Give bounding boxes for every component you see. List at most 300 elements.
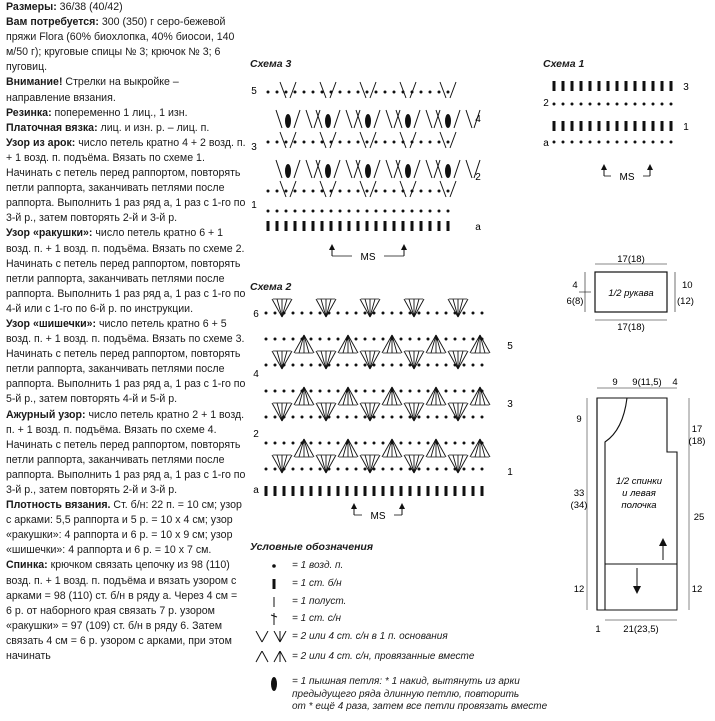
chain-dot bbox=[375, 190, 378, 193]
chain-dot bbox=[634, 141, 637, 144]
chain-dot bbox=[400, 468, 403, 471]
puff-stitch bbox=[365, 164, 371, 178]
body-bottom-1: 1 bbox=[595, 624, 601, 635]
sc-mark bbox=[337, 486, 340, 496]
stitch-line bbox=[276, 160, 282, 178]
chain-dot bbox=[319, 390, 322, 393]
sc-mark bbox=[643, 121, 646, 131]
sc-mark bbox=[571, 81, 574, 91]
sc-mark bbox=[427, 486, 430, 496]
stitch-line bbox=[330, 82, 336, 98]
chain-dot bbox=[427, 312, 430, 315]
sc-mark bbox=[265, 486, 268, 496]
chain-dot bbox=[400, 416, 403, 419]
stitch-line bbox=[343, 439, 348, 457]
row-label: а bbox=[543, 138, 549, 149]
instruction-text: лиц. и изн. р. – лиц. п. bbox=[97, 121, 210, 134]
chain-dot bbox=[337, 312, 340, 315]
stitch-line bbox=[277, 403, 282, 421]
chain-dot bbox=[283, 338, 286, 341]
sleeve-left-top: 4 bbox=[572, 280, 578, 291]
chain-dot bbox=[355, 442, 358, 445]
body-bottom-21: 21(23,5) bbox=[623, 624, 659, 635]
chain-dot bbox=[580, 103, 583, 106]
chain-dot bbox=[393, 210, 396, 213]
chain-dot bbox=[661, 103, 664, 106]
ms-arrow bbox=[647, 164, 653, 170]
body-right-25: 25 bbox=[693, 512, 705, 523]
instruction-heading: Вам потребуется: bbox=[6, 16, 99, 29]
chain-dot bbox=[445, 364, 448, 367]
chain-dot bbox=[438, 91, 441, 94]
chain-dot bbox=[364, 364, 367, 367]
stitch-line bbox=[458, 351, 468, 369]
puff-stitch bbox=[445, 114, 451, 128]
row-label: 1 bbox=[683, 122, 689, 133]
chain-dot bbox=[445, 416, 448, 419]
chain-dot bbox=[562, 103, 565, 106]
sc-mark bbox=[607, 81, 610, 91]
chain-dot bbox=[285, 91, 288, 94]
chain-dot bbox=[382, 468, 385, 471]
stitch-line bbox=[316, 455, 326, 473]
chain-dot bbox=[339, 210, 342, 213]
chain-dot bbox=[598, 103, 601, 106]
chain-dot bbox=[285, 141, 288, 144]
sc-mark bbox=[447, 221, 450, 231]
chain-dot bbox=[429, 141, 432, 144]
chain-dot bbox=[400, 442, 403, 445]
chain-dot bbox=[436, 312, 439, 315]
chain-dot bbox=[382, 312, 385, 315]
chain-dot bbox=[364, 416, 367, 419]
chain-dot bbox=[391, 364, 394, 367]
chain-dot bbox=[364, 442, 367, 445]
stitch-line bbox=[304, 335, 314, 353]
stitch-line bbox=[458, 351, 463, 369]
stitch-line bbox=[454, 160, 460, 178]
chain-dot bbox=[447, 141, 450, 144]
stitch-line bbox=[475, 439, 480, 457]
stitch-line bbox=[448, 299, 458, 317]
chain-dot bbox=[562, 141, 565, 144]
chain-dot bbox=[375, 210, 378, 213]
sc-mark bbox=[661, 121, 664, 131]
sc-mark bbox=[472, 486, 475, 496]
stitch-line bbox=[321, 403, 326, 421]
ms-label: MS bbox=[360, 252, 376, 263]
sleeve-bottom-dim: 17(18) bbox=[617, 322, 645, 333]
chain-dot bbox=[375, 91, 378, 94]
instruction-paragraph bbox=[6, 75, 246, 105]
stitch-line bbox=[290, 181, 296, 197]
chain-dot bbox=[382, 338, 385, 341]
instruction-text: 300 (350) г серо-бежевой пряжи Flora (60% биохлопка, 40% биосои, 140 м/50 г); круговые спицы № 3; крючок № 3; 6 пуговиц. bbox=[6, 16, 235, 74]
sc-mark bbox=[382, 486, 385, 496]
chain-dot bbox=[339, 91, 342, 94]
stitch-line bbox=[306, 160, 312, 178]
chain-dot bbox=[420, 141, 423, 144]
chain-dot bbox=[355, 364, 358, 367]
stitch-line bbox=[404, 351, 414, 369]
sc-mark bbox=[580, 121, 583, 131]
chain-dot bbox=[481, 312, 484, 315]
chain-dot bbox=[661, 141, 664, 144]
stitch-line bbox=[294, 110, 300, 128]
stitch-line bbox=[348, 439, 353, 457]
chain-dot bbox=[391, 416, 394, 419]
chain-dot bbox=[427, 390, 430, 393]
chain-dot bbox=[373, 338, 376, 341]
sc-mark bbox=[670, 81, 673, 91]
instruction-paragraph bbox=[6, 15, 246, 75]
chain-dot bbox=[337, 468, 340, 471]
stitch-line bbox=[480, 387, 490, 405]
stitch-line bbox=[431, 387, 436, 405]
chain-dot bbox=[274, 312, 277, 315]
stitch-line bbox=[466, 160, 472, 178]
sc-mark bbox=[292, 486, 295, 496]
chain-dot bbox=[454, 442, 457, 445]
stitch-line bbox=[294, 160, 300, 178]
chain-dot bbox=[328, 338, 331, 341]
stitch-line bbox=[436, 335, 446, 353]
chain-dot bbox=[420, 190, 423, 193]
chain-dot bbox=[589, 141, 592, 144]
sc-mark bbox=[607, 121, 610, 131]
stitch-line bbox=[280, 132, 286, 148]
instruction-text: число петель кратно 6 + 5 возд. п. + 1 возд. п. подъёма. Вязать по схеме 3. Начинать с петель перед раппортом, повторять петли раппорта, заканчивать петлями после раппорта. Выполнить 1 раз ряд а, 1 раз с 1-го по 5-й р., затем повторять 4-й и 5-й р. bbox=[6, 317, 246, 406]
sc-mark bbox=[364, 486, 367, 496]
chain-dot bbox=[312, 141, 315, 144]
chain-dot bbox=[393, 91, 396, 94]
stitch-line bbox=[360, 82, 366, 98]
chain-dot bbox=[384, 141, 387, 144]
row-label: 4 bbox=[253, 369, 259, 380]
stitch-line bbox=[400, 181, 406, 197]
stitch-line bbox=[277, 351, 282, 369]
stitch-line bbox=[475, 335, 480, 353]
chain-dot bbox=[366, 190, 369, 193]
chain-dot bbox=[265, 442, 268, 445]
chain-dot bbox=[445, 312, 448, 315]
chain-dot bbox=[366, 210, 369, 213]
sc-mark bbox=[409, 486, 412, 496]
chain-dot bbox=[463, 442, 466, 445]
chain-dot bbox=[294, 91, 297, 94]
sc-mark bbox=[589, 121, 592, 131]
sc-mark bbox=[366, 221, 369, 231]
stitch-line bbox=[426, 110, 432, 128]
stitch-line bbox=[387, 335, 392, 353]
stitch-line bbox=[458, 299, 463, 317]
stitch-line bbox=[280, 181, 286, 197]
sc-mark bbox=[420, 221, 423, 231]
chain-dot bbox=[411, 210, 414, 213]
stitch-line bbox=[282, 351, 292, 369]
stitch-line bbox=[282, 455, 292, 473]
instruction-paragraph bbox=[6, 121, 246, 136]
ms-arrow bbox=[601, 164, 607, 170]
sc-mark bbox=[267, 221, 270, 231]
chain-dot bbox=[427, 338, 430, 341]
sc-mark bbox=[321, 221, 324, 231]
chain-dot bbox=[312, 91, 315, 94]
legend-symbol-icon bbox=[252, 631, 292, 643]
sc-mark bbox=[598, 121, 601, 131]
stitch-line bbox=[306, 110, 312, 128]
stitch-line bbox=[470, 335, 480, 353]
ms-label: MS bbox=[370, 511, 386, 522]
chain-dot bbox=[391, 312, 394, 315]
stitch-line bbox=[320, 82, 326, 98]
legend-item bbox=[252, 560, 343, 573]
instruction-paragraph bbox=[6, 408, 246, 499]
chain-dot bbox=[384, 91, 387, 94]
chain-dot bbox=[310, 390, 313, 393]
chain-dot bbox=[294, 190, 297, 193]
puff-stitch bbox=[445, 164, 451, 178]
sc-mark bbox=[303, 221, 306, 231]
chain-dot bbox=[366, 141, 369, 144]
instruction-heading: Резинка: bbox=[6, 106, 52, 119]
stitch-line bbox=[277, 455, 282, 473]
puff-stitch bbox=[405, 164, 411, 178]
chain-dot bbox=[364, 312, 367, 315]
stitch-line bbox=[316, 403, 326, 421]
chain-dot bbox=[393, 141, 396, 144]
row-label: 2 bbox=[253, 429, 259, 440]
chain-dot bbox=[310, 442, 313, 445]
chain-dot bbox=[409, 338, 412, 341]
chain-dot bbox=[285, 190, 288, 193]
chain-dot bbox=[553, 141, 556, 144]
chain-dot bbox=[346, 416, 349, 419]
sc-mark bbox=[553, 121, 556, 131]
sc-mark bbox=[571, 121, 574, 131]
chain-dot bbox=[598, 141, 601, 144]
sc-mark bbox=[339, 221, 342, 231]
chain-dot bbox=[463, 416, 466, 419]
instruction-paragraph bbox=[6, 558, 246, 664]
body-top-a: 9 bbox=[612, 377, 618, 388]
chain-dot bbox=[454, 390, 457, 393]
chain-dot bbox=[301, 312, 304, 315]
sc-mark bbox=[328, 486, 331, 496]
instruction-paragraph bbox=[6, 0, 246, 15]
chain-dot bbox=[319, 364, 322, 367]
legend-symbol-icon bbox=[252, 560, 292, 572]
chain-dot bbox=[319, 416, 322, 419]
row-label: а bbox=[475, 222, 481, 233]
schema2-title: Схема 2 bbox=[250, 281, 292, 293]
chain-dot bbox=[373, 442, 376, 445]
chain-dot bbox=[472, 442, 475, 445]
sc-mark bbox=[400, 486, 403, 496]
chain-dot bbox=[301, 468, 304, 471]
stitch-line bbox=[404, 299, 414, 317]
chain-dot bbox=[267, 210, 270, 213]
chain-dot bbox=[357, 91, 360, 94]
sleeve-top-dim: 17(18) bbox=[617, 254, 645, 265]
chain-dot bbox=[337, 390, 340, 393]
chain-dot bbox=[337, 416, 340, 419]
chain-dot bbox=[472, 468, 475, 471]
instruction-text: попеременно 1 лиц., 1 изн. bbox=[51, 106, 188, 119]
stitch-line bbox=[343, 387, 348, 405]
stitch-line bbox=[440, 132, 446, 148]
stitch-line bbox=[470, 439, 480, 457]
chain-dot bbox=[292, 390, 295, 393]
stitch-line bbox=[326, 455, 336, 473]
chain-dot bbox=[418, 390, 421, 393]
row-label: 2 bbox=[475, 172, 481, 183]
stitch-line bbox=[436, 439, 441, 457]
chain-dot bbox=[382, 390, 385, 393]
stitch-line bbox=[436, 387, 446, 405]
stitch-line bbox=[370, 455, 380, 473]
stitch-line bbox=[431, 439, 436, 457]
chain-dot bbox=[337, 338, 340, 341]
stitch-line bbox=[387, 439, 392, 457]
stitch-line bbox=[290, 82, 296, 98]
instruction-paragraph bbox=[6, 226, 246, 317]
chain-dot bbox=[348, 210, 351, 213]
stitch-line bbox=[294, 439, 304, 457]
stitch-line bbox=[326, 299, 336, 317]
stitch-line bbox=[290, 132, 296, 148]
stitch-line bbox=[320, 132, 326, 148]
sleeve-left-bottom: 6(8) bbox=[566, 296, 584, 307]
chain-dot bbox=[265, 338, 268, 341]
stitch-line bbox=[348, 335, 353, 353]
chain-dot bbox=[348, 141, 351, 144]
chain-dot bbox=[382, 416, 385, 419]
stitch-line bbox=[414, 110, 420, 128]
stitch-line bbox=[448, 403, 458, 421]
chain-dot bbox=[267, 190, 270, 193]
chain-dot bbox=[267, 91, 270, 94]
chain-dot bbox=[391, 468, 394, 471]
chain-dot bbox=[427, 442, 430, 445]
chain-dot bbox=[652, 103, 655, 106]
sc-mark bbox=[481, 486, 484, 496]
chain-dot bbox=[402, 210, 405, 213]
stitch-line bbox=[365, 299, 370, 317]
stitch-line bbox=[450, 132, 456, 148]
instruction-text: Стрелки на выкройке – направление вязания. bbox=[6, 76, 179, 104]
legend-text: = 2 или 4 ст. с/н, провязанные вместе bbox=[292, 651, 475, 662]
stitch-line bbox=[326, 351, 336, 369]
chain-dot bbox=[625, 141, 628, 144]
sc-mark bbox=[562, 81, 565, 91]
stitch-line bbox=[374, 160, 380, 178]
stitch-line bbox=[272, 299, 282, 317]
stitch-line bbox=[304, 335, 309, 353]
sc-mark bbox=[373, 486, 376, 496]
puff-stitch bbox=[285, 164, 291, 178]
chain-dot bbox=[267, 141, 270, 144]
chain-dot bbox=[303, 141, 306, 144]
chain-dot bbox=[418, 468, 421, 471]
chain-dot bbox=[303, 190, 306, 193]
sc-mark bbox=[301, 486, 304, 496]
instruction-text: число петель кратно 4 + 2 возд. п. + 1 возд. п. подъёма. Вязать по схеме 1. Начинать с петель перед раппортом, повторять петли раппорта, заканчивать петлями после раппорта. Выполнить 1 раз ряд а, 1 раз с 1-го по 3-й р., затем повторять 2-й и 3-й р. bbox=[6, 136, 246, 225]
stitch-line bbox=[316, 351, 326, 369]
sc-mark bbox=[402, 221, 405, 231]
stitch-line bbox=[320, 181, 326, 197]
instruction-heading: Ажурный узор: bbox=[6, 408, 86, 421]
stitch-line bbox=[426, 160, 432, 178]
sc-mark bbox=[616, 121, 619, 131]
chain-dot bbox=[330, 210, 333, 213]
stitch-line bbox=[272, 351, 282, 369]
chain-dot bbox=[481, 364, 484, 367]
sc-mark bbox=[580, 81, 583, 91]
puff-stitch bbox=[325, 164, 331, 178]
legend-symbol-icon bbox=[252, 651, 292, 663]
chain-dot bbox=[472, 338, 475, 341]
stitch-line bbox=[330, 181, 336, 197]
stitch-line bbox=[392, 439, 397, 457]
sc-mark bbox=[375, 221, 378, 231]
chain-dot bbox=[292, 468, 295, 471]
sc-mark bbox=[616, 81, 619, 91]
chain-dot bbox=[265, 312, 268, 315]
stitch-line bbox=[282, 299, 292, 317]
chain-dot bbox=[285, 210, 288, 213]
sc-mark bbox=[276, 221, 279, 231]
chain-dot bbox=[366, 91, 369, 94]
chain-dot bbox=[418, 312, 421, 315]
chain-dot bbox=[616, 103, 619, 106]
chain-dot bbox=[328, 390, 331, 393]
stitch-line bbox=[436, 439, 446, 457]
chain-dot bbox=[319, 338, 322, 341]
stitch-line bbox=[374, 110, 380, 128]
stitch-line bbox=[316, 299, 326, 317]
chain-dot bbox=[418, 442, 421, 445]
chain-dot bbox=[355, 468, 358, 471]
chain-dot bbox=[337, 442, 340, 445]
chain-dot bbox=[418, 338, 421, 341]
sc-mark bbox=[625, 81, 628, 91]
sc-mark bbox=[384, 221, 387, 231]
instruction-heading: Узор из арок: bbox=[6, 136, 76, 149]
stitch-line bbox=[400, 132, 406, 148]
chain-dot bbox=[447, 91, 450, 94]
legend-symbol-icon bbox=[252, 613, 292, 625]
stitch-line bbox=[436, 335, 441, 353]
sc-mark bbox=[411, 221, 414, 231]
stitch-line bbox=[272, 455, 282, 473]
sc-mark bbox=[310, 486, 313, 496]
body-right-17: 17 bbox=[691, 424, 703, 435]
stitch-line bbox=[450, 181, 456, 197]
chain-dot bbox=[294, 210, 297, 213]
stitch-line bbox=[414, 299, 419, 317]
stitch-line bbox=[458, 403, 463, 421]
chain-dot bbox=[382, 442, 385, 445]
stitch-line bbox=[436, 387, 441, 405]
chain-dot bbox=[310, 364, 313, 367]
chain-dot bbox=[463, 338, 466, 341]
stitch-line bbox=[304, 439, 309, 457]
legend-text: = 1 ст. б/н bbox=[292, 578, 342, 589]
ms-arrow bbox=[401, 244, 407, 250]
body-right-18: (18) bbox=[688, 436, 706, 447]
chain-dot bbox=[607, 141, 610, 144]
